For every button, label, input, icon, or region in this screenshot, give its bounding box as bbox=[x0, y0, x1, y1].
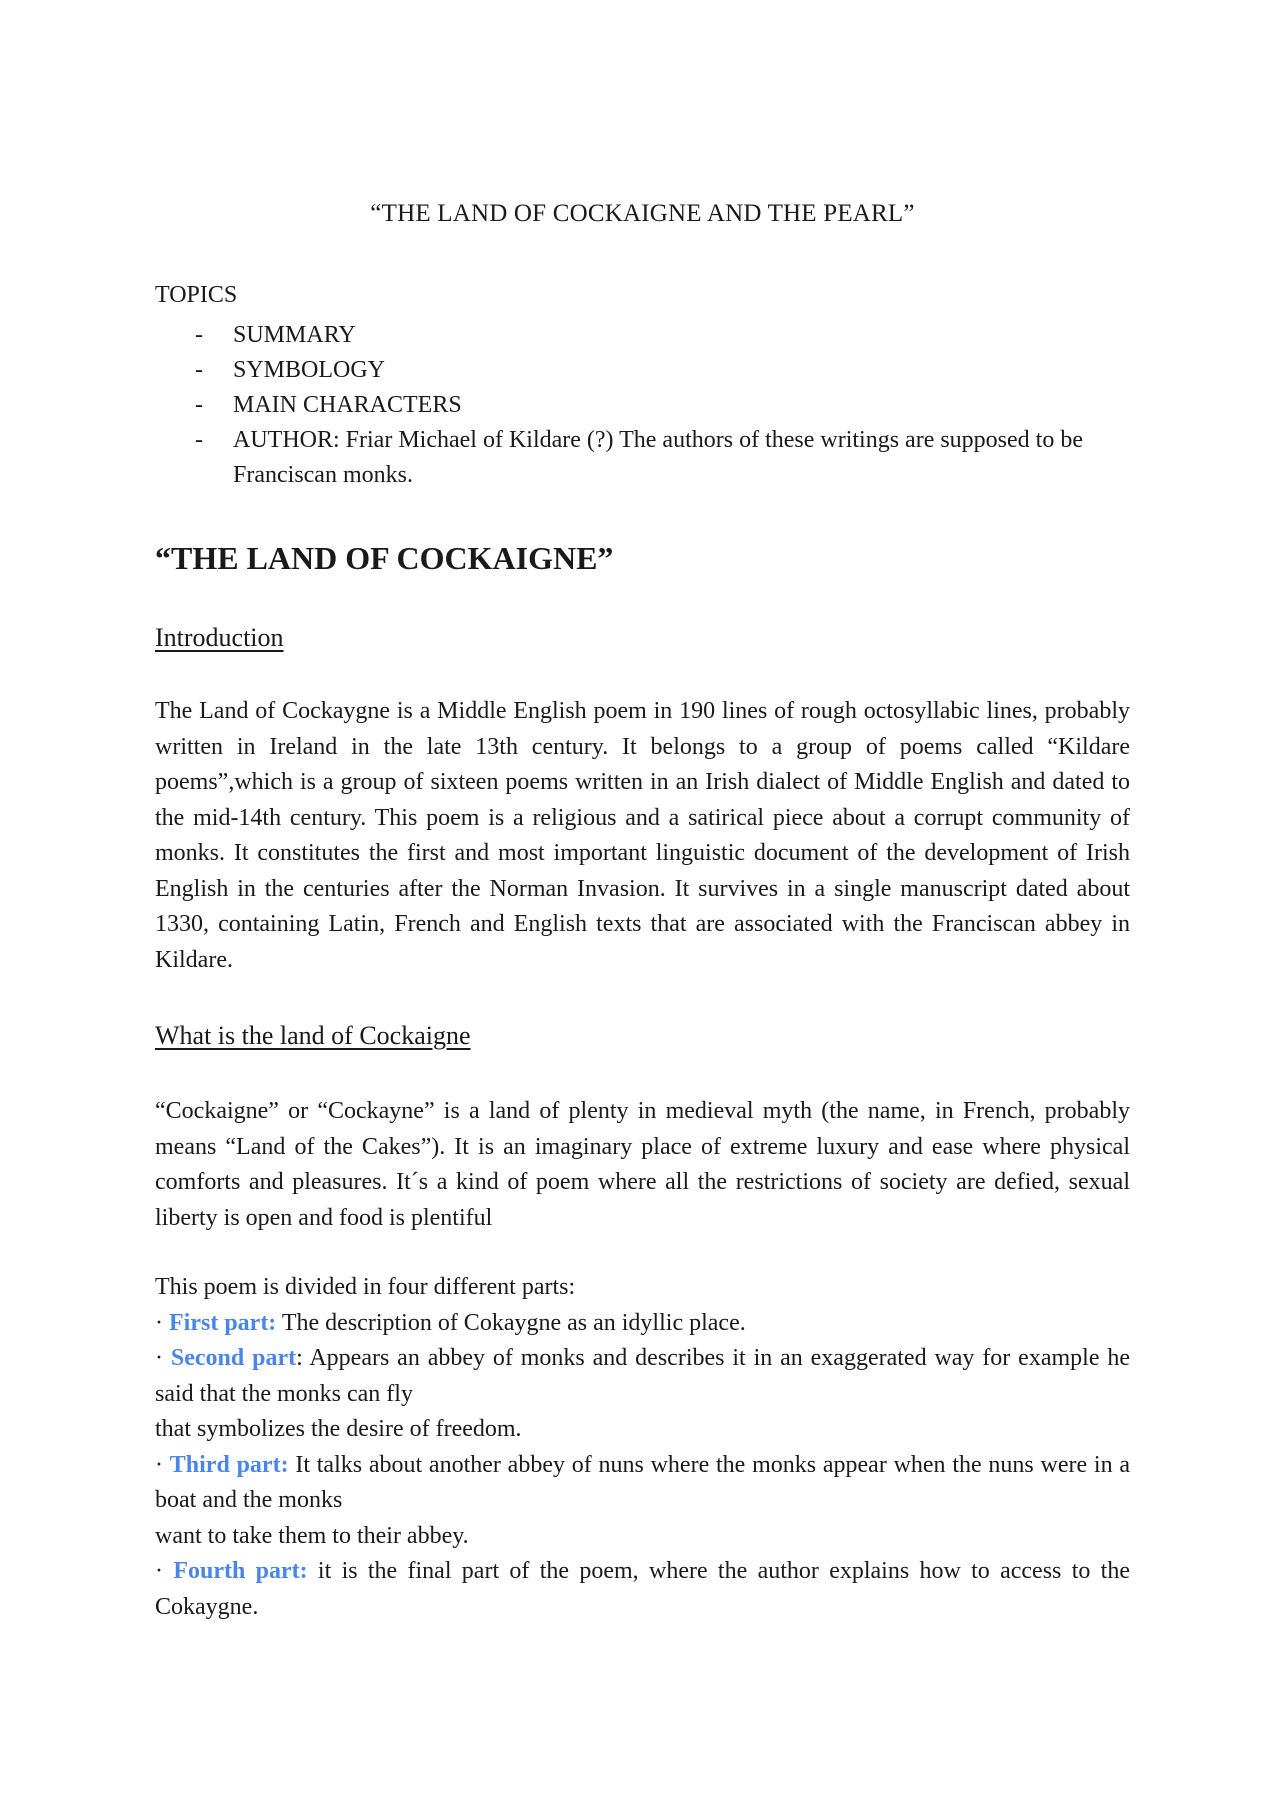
topic-text: MAIN CHARACTERS bbox=[233, 392, 462, 418]
dash-bullet: - bbox=[195, 427, 203, 453]
what-is-paragraph: “Cockaigne” or “Cockayne” is a land of plenty in medieval myth (the name, in French, probably means “Land of the Cakes”). It is an imaginary place of extreme luxury and ease where physical comforts and pleasures. It´s a kind of poem where all the restrictions of society are defied, sexual liberty is open and food is plentiful bbox=[155, 1098, 1130, 1231]
list-item bbox=[155, 353, 1130, 388]
list-item bbox=[155, 388, 1130, 423]
dash-bullet: - bbox=[195, 357, 203, 383]
what-is-heading: What is the land of Cockaigne bbox=[155, 1021, 471, 1050]
bullet-dot: · bbox=[155, 1309, 163, 1336]
list-item bbox=[155, 318, 1130, 353]
part-text: It talks about another abbey of nuns where the monks appear when the nuns were in a boat and the monks bbox=[155, 1451, 1131, 1513]
parts-section bbox=[155, 1270, 1130, 1625]
topic-text: AUTHOR: Friar Michael of Kildare (?) The authors of these writings are supposed to be Franciscan monks. bbox=[233, 427, 1083, 488]
part-text: it is the final part of the poem, where the author explains how to access to the Cokaygne. bbox=[155, 1558, 1131, 1620]
part-label: Third part: bbox=[169, 1451, 289, 1478]
section-heading: “THE LAND OF COCKAIGNE” bbox=[155, 540, 614, 576]
part-label: Second part bbox=[170, 1345, 297, 1371]
part-first bbox=[155, 1306, 1130, 1342]
topic-text: SYMBOLOGY bbox=[233, 357, 386, 383]
part-label: First part: bbox=[169, 1309, 277, 1336]
dash-bullet: - bbox=[195, 392, 203, 418]
part-fourth bbox=[155, 1554, 1130, 1625]
part-label: Fourth part: bbox=[173, 1558, 308, 1584]
list-item bbox=[155, 423, 1130, 493]
document-title: “THE LAND OF COCKAIGNE AND THE PEARL” bbox=[370, 200, 915, 227]
part-continuation: want to take them to their abbey. bbox=[155, 1522, 469, 1549]
introduction-heading: Introduction bbox=[155, 623, 284, 652]
topic-text: SUMMARY bbox=[233, 322, 356, 348]
bullet-dot: · bbox=[155, 1451, 163, 1478]
bullet-dot: · bbox=[155, 1345, 163, 1371]
bullet-dot: · bbox=[155, 1558, 163, 1584]
part-continuation: that symbolizes the desire of freedom. bbox=[155, 1416, 522, 1442]
introduction-paragraph: The Land of Cockaygne is a Middle English poem in 190 lines of rough octosyllabic lines, probably written in Ireland in the late 13th century. It belongs to a group of poems called “Kildare poems”,which is a group of sixteen poems written in an Irish dialect of Middle English and dated to the mid-14th century. This poem is a religious and a satirical piece about a corrupt community of monks. It constitutes the first and most important linguistic document of the development of Irish English in the centuries after the Norman Invasion. It survives in a single manuscript dated about 1330, containing Latin, French and English texts that are associated with the Franciscan abbey in Kildare. bbox=[155, 698, 1130, 973]
part-text: : Appears an abbey of monks and describes it in an exaggerated way for example he said that the monks can fly bbox=[155, 1345, 1131, 1407]
part-text: The description of Cokaygne as an idyllic place. bbox=[276, 1309, 746, 1336]
part-second bbox=[155, 1341, 1130, 1412]
parts-intro: This poem is divided in four different parts: bbox=[155, 1274, 576, 1300]
topics-list bbox=[155, 318, 1130, 493]
topics-label: TOPICS bbox=[155, 282, 238, 308]
part-third bbox=[155, 1448, 1130, 1519]
dash-bullet: - bbox=[195, 322, 203, 348]
